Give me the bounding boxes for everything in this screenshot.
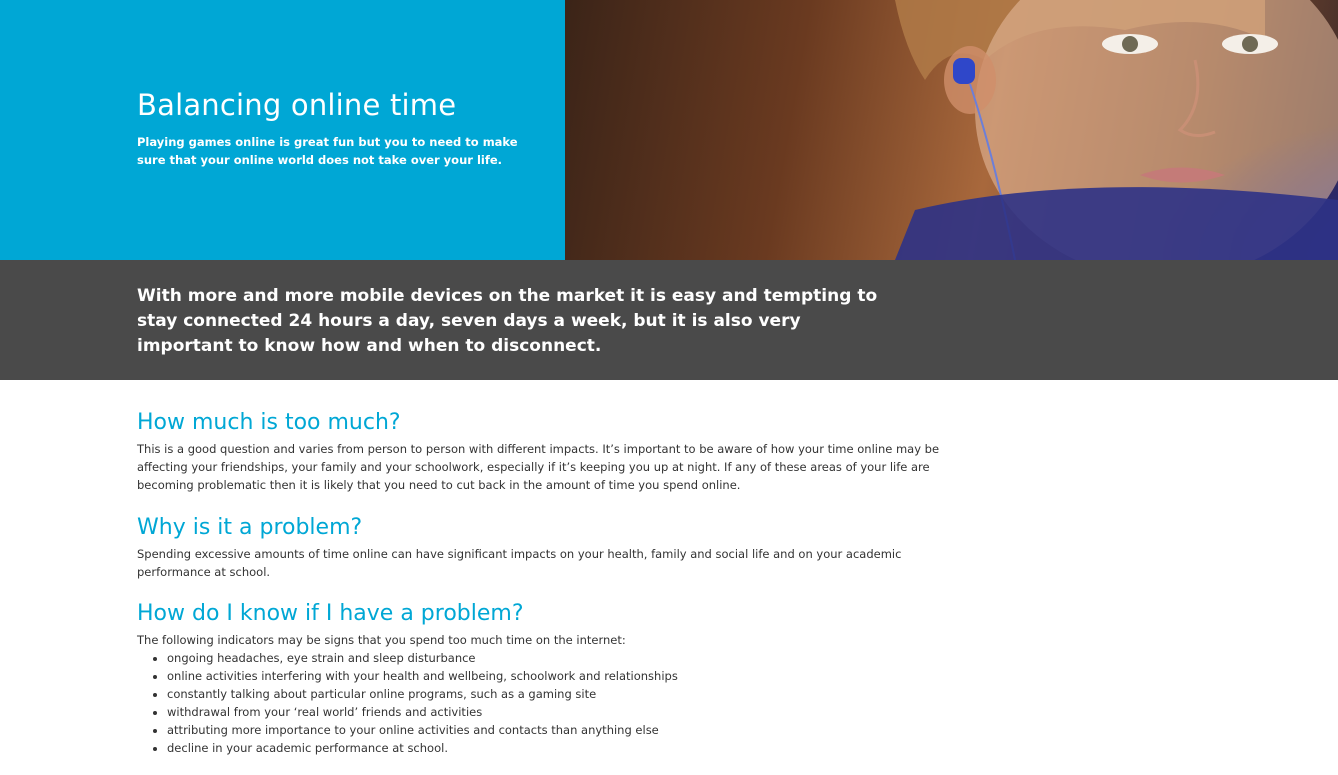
list-item: • ongoing headaches, eye strain and sleep disturbance	[167, 649, 977, 667]
boy-with-earphones-illustration	[565, 0, 1338, 260]
section-heading: Why is it a problem?	[137, 515, 363, 540]
list-item: • withdrawal from your ‘real world’ friends and activities	[167, 703, 977, 721]
page-title: Balancing online time	[137, 88, 457, 122]
intro-text: With more and more mobile devices on the market it is easy and tempting to stay connected 24 hours a day, seven days a week, but it is also very important to know how and when to disconnect.	[137, 286, 878, 356]
section-heading: How much is too much?	[137, 410, 401, 435]
section-how-know	[137, 599, 977, 757]
section-heading: How do I know if I have a problem?	[137, 601, 524, 626]
list-item: • decline in your academic performance at school.	[167, 739, 977, 757]
hero-subtitle: Playing games online is great fun but you to need to make sure that your online world does not take over your life.	[137, 135, 518, 167]
hero-banner	[0, 0, 1338, 260]
list-item: • online activities interfering with your health and wellbeing, schoolwork and relationships	[167, 667, 977, 685]
section-body: Spending excessive amounts of time online can have significant impacts on your health, family and social life and on your academic performance at school.	[137, 547, 902, 579]
list-item: • attributing more importance to your online activities and contacts than anything else	[167, 721, 977, 739]
section-body: The following indicators may be signs that you spend too much time on the internet:	[137, 633, 626, 647]
indicator-list	[137, 649, 977, 757]
intro-band	[0, 260, 1338, 380]
section-why-problem	[137, 513, 977, 581]
list-item: • constantly talking about particular online programs, such as a gaming site	[167, 685, 977, 703]
section-body: This is a good question and varies from person to person with different impacts. It’s important to be aware of how your time online may be affecting your friendships, your family and your schoolwork, especially if it’s keeping you up at night. If any of these areas of your life are becoming problematic then it is likely that you need to cut back in the amount of time you spend online.	[137, 442, 940, 492]
hero-photo	[565, 0, 1338, 260]
section-how-much	[137, 408, 977, 494]
hero-text-panel	[0, 0, 565, 260]
